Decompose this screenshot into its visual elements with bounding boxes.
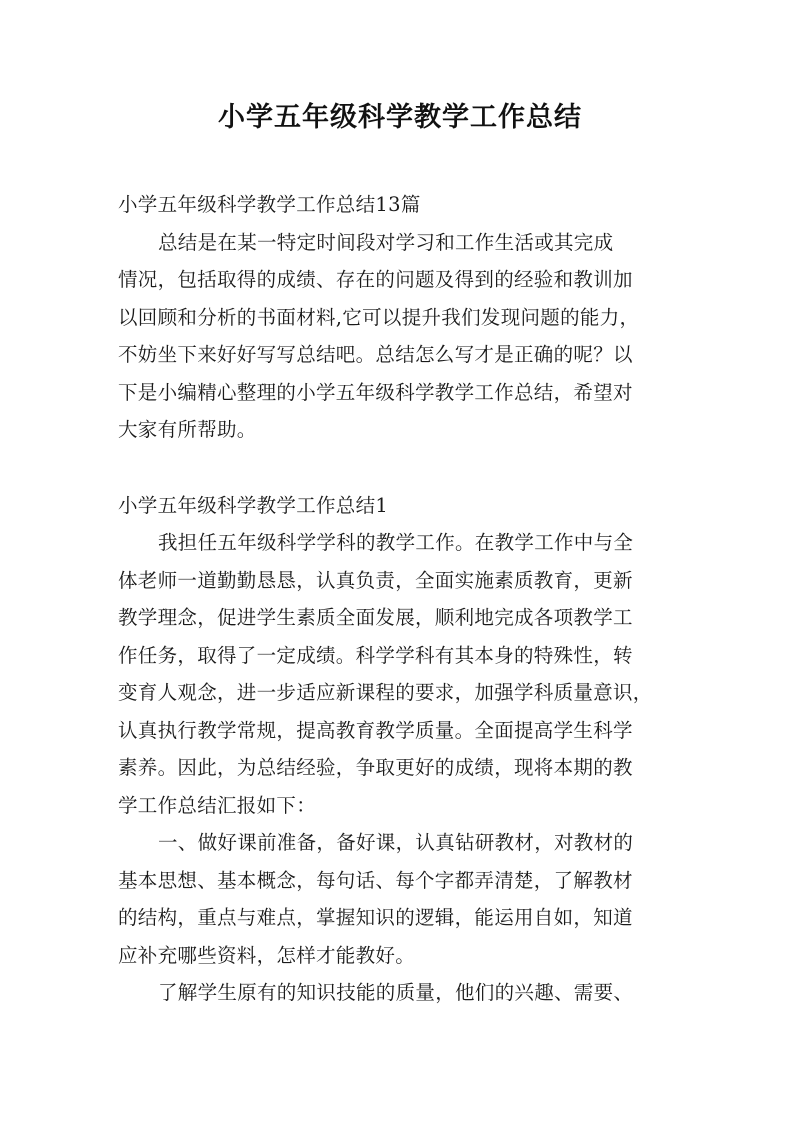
paragraph-line: 基本思想、基本概念，每句话、每个字都弄清楚，了解教材 (118, 868, 633, 892)
paragraph-line: 认真执行教学常规，提高教育教学质量。全面提高学生科学 (118, 718, 633, 742)
paragraph-line: 我担任五年级科学学科的教学工作。在教学工作中与全 (158, 531, 634, 554)
paragraph-gap (118, 449, 690, 487)
section-heading: 小学五年级科学教学工作总结1 (118, 493, 389, 517)
document-title: 小学五年级科学教学工作总结 (218, 102, 582, 133)
point1-paragraph (118, 824, 690, 974)
paragraph-line: 一、做好课前准备，备好课，认真钻研教材，对教材的 (158, 831, 634, 854)
paragraph-line: 教学理念，促进学生素质全面发展，顺利地完成各项教学工 (118, 606, 633, 629)
section1-paragraph (118, 524, 690, 824)
paragraph-line: 作任务，取得了一定成绩。科学学科有其本身的特殊性，转 (118, 643, 633, 667)
paragraph-line: 总结是在某一特定时间段对学习和工作生活或其完成 (158, 230, 614, 254)
paragraph-line: 大家有所帮助。 (118, 418, 257, 441)
paragraph-line: 变育人观念，进一步适应新课程的要求，加强学科质量意识， (118, 681, 653, 704)
paragraph-line: 了解学生原有的知识技能的质量，他们的兴趣、需要、 (158, 981, 634, 1004)
paragraph-line: 以回顾和分析的书面材料,它可以提升我们发现问题的能力， (118, 305, 640, 329)
paragraph-line: 不妨坐下来好好写写总结吧。总结怎么写才是正确的呢？以 (118, 343, 633, 366)
document-subtitle: 小学五年级科学教学工作总结13篇 (118, 193, 421, 216)
document-body (118, 186, 690, 1012)
intro-paragraph (118, 224, 690, 449)
paragraph-line: 应补充哪些资料，怎样才能教好。 (118, 943, 416, 967)
paragraph-line: 情况，包括取得的成绩、存在的问题及得到的经验和教训加 (118, 268, 633, 291)
paragraph-line: 的结构，重点与难点，掌握知识的逻辑，能运用自如，知道 (118, 906, 633, 929)
paragraph-line: 学工作总结汇报如下： (118, 793, 317, 817)
paragraph-line: 体老师一道勤勤恳恳，认真负责，全面实施素质教育，更新 (118, 568, 633, 592)
point2-paragraph (118, 974, 690, 1012)
paragraph-line: 素养。因此，为总结经验，争取更好的成绩，现将本期的教 (118, 756, 633, 779)
paragraph-line: 下是小编精心整理的小学五年级科学教学工作总结，希望对 (118, 380, 633, 404)
